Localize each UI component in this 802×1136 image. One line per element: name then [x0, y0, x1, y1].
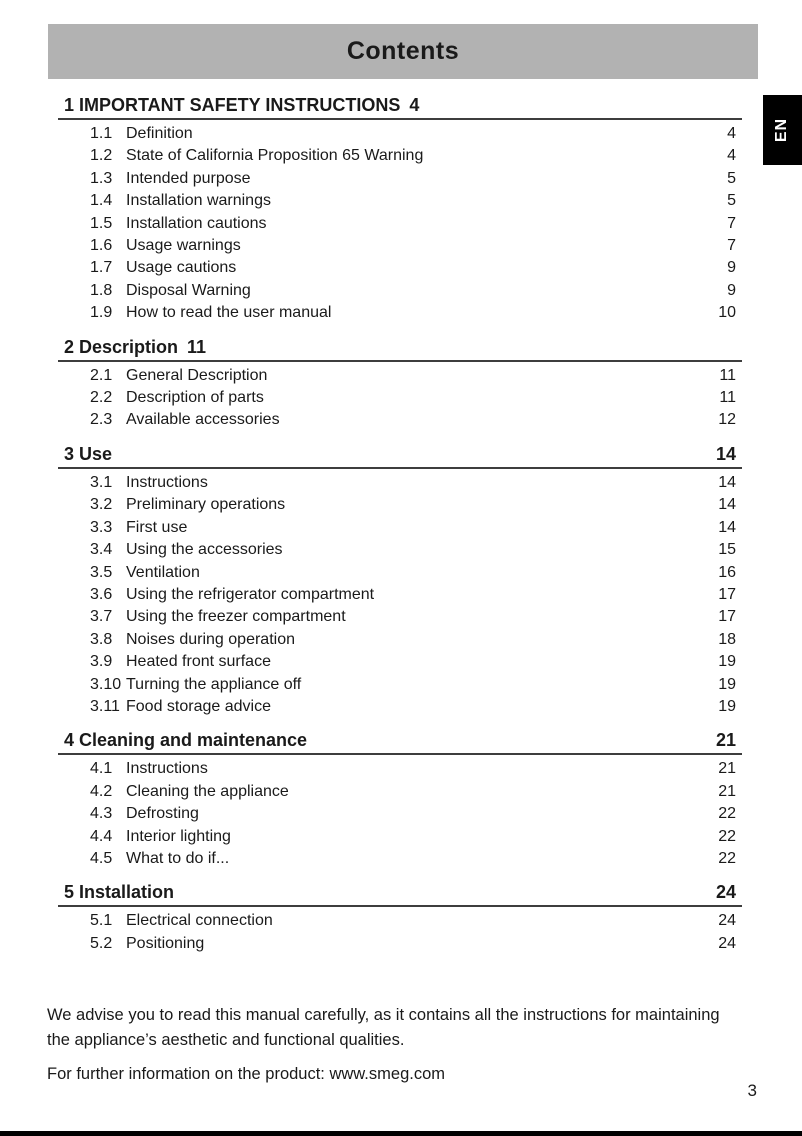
toc-item-title: Electrical connection [126, 912, 273, 930]
toc-item [58, 517, 742, 539]
toc-item-number: 5.1 [90, 912, 113, 930]
toc-item-title: First use [126, 518, 188, 536]
toc-item-title: Available accessories [126, 411, 280, 429]
toc-item-number: 1.3 [90, 169, 113, 187]
toc-item-number: 1.1 [90, 125, 113, 142]
table-of-contents [58, 95, 742, 967]
toc-item-number: 4.1 [90, 760, 113, 778]
toc-item-page: 22 [718, 805, 736, 823]
toc-section [58, 444, 742, 718]
toc-item [58, 387, 742, 409]
toc-item-page: 14 [718, 518, 736, 536]
toc-item-number: 4.3 [90, 805, 113, 823]
toc-item [58, 606, 742, 628]
toc-item-number: 3.2 [90, 496, 113, 514]
toc-section [58, 882, 742, 955]
toc-item-title: Positioning [126, 934, 205, 952]
section-page: 24 [715, 882, 736, 903]
toc-item-number: 3.1 [90, 473, 113, 491]
toc-item [58, 168, 742, 190]
toc-item-page: 19 [718, 697, 736, 715]
toc-item [58, 758, 742, 780]
toc-item-page: 18 [718, 630, 736, 648]
toc-item [58, 539, 742, 561]
section-title: 4 Cleaning and maintenance [64, 730, 308, 751]
toc-item [58, 848, 742, 870]
toc-item-title: What to do if... [126, 849, 230, 867]
section-heading [58, 882, 742, 907]
toc-item-page: 16 [718, 563, 736, 581]
toc-item-number: 3.9 [90, 653, 113, 671]
toc-item-number: 2.1 [90, 366, 113, 384]
toc-item-number: 3.4 [90, 541, 113, 559]
section-page: 21 [715, 730, 736, 751]
toc-item [58, 562, 742, 584]
toc-item-number: 1.8 [90, 281, 113, 299]
toc-item-page: 7 [727, 237, 736, 255]
toc-item [58, 629, 742, 651]
section-items [58, 469, 742, 718]
toc-item [58, 910, 742, 932]
toc-item [58, 365, 742, 387]
toc-item-number: 3.8 [90, 630, 113, 648]
toc-item-page: 4 [727, 125, 736, 142]
toc-item-number: 1.2 [90, 147, 113, 165]
toc-item [58, 696, 742, 718]
toc-item-page: 5 [727, 169, 736, 187]
section-items [58, 755, 742, 870]
toc-item-number: 3.10 [90, 675, 122, 693]
toc-item-page: 22 [718, 849, 736, 867]
toc-item-title: General Description [126, 366, 268, 384]
toc-item-page: 14 [718, 496, 736, 514]
section-heading [58, 337, 742, 362]
footer-paragraph-line: the appliance’s aesthetic and functional qualities. [47, 1031, 405, 1049]
toc-item-number: 1.9 [90, 304, 113, 322]
toc-item-number: 2.3 [90, 411, 113, 429]
toc-item-number: 5.2 [90, 934, 113, 952]
toc-item [58, 781, 742, 803]
toc-section [58, 337, 742, 432]
toc-item-title: Interior lighting [126, 827, 231, 845]
toc-item-title: Noises during operation [126, 630, 295, 648]
toc-item-page: 9 [727, 281, 736, 299]
toc-item-title: Ventilation [126, 563, 200, 581]
toc-section [58, 95, 742, 325]
toc-item-page: 24 [718, 934, 736, 952]
toc-item-title: Turning the appliance off [126, 675, 302, 693]
section-heading [58, 444, 742, 469]
toc-item-page: 19 [718, 675, 736, 693]
toc-item-number: 3.3 [90, 518, 113, 536]
toc-item [58, 302, 742, 324]
toc-item [58, 651, 742, 673]
page-number: 3 [747, 1081, 757, 1100]
toc-item-title: Instructions [126, 760, 208, 778]
toc-item-page: 11 [719, 366, 736, 384]
toc-item-number: 1.7 [90, 259, 113, 277]
toc-item-title: Using the accessories [126, 541, 283, 559]
toc-item [58, 257, 742, 279]
section-items [58, 362, 742, 432]
toc-item-title: Using the refrigerator compartment [126, 585, 375, 603]
toc-item-number: 4.2 [90, 782, 113, 800]
toc-item-number: 4.5 [90, 849, 113, 867]
toc-item-page: 4 [727, 147, 736, 165]
toc-item-title: Usage warnings [126, 237, 241, 255]
toc-item [58, 280, 742, 302]
toc-item-title: Instructions [126, 473, 208, 491]
section-heading [58, 730, 742, 755]
toc-item [58, 494, 742, 516]
page-bottom-rule [0, 1131, 802, 1136]
toc-item-title: How to read the user manual [126, 304, 332, 322]
section-page: 14 [715, 443, 736, 464]
toc-item [58, 145, 742, 167]
toc-item [58, 803, 742, 825]
toc-item-title: Defrosting [126, 805, 199, 823]
toc-item [58, 213, 742, 235]
toc-item-title: State of California Proposition 65 Warning [126, 147, 424, 165]
toc-item-number: 3.7 [90, 608, 113, 626]
toc-item [58, 123, 742, 145]
footer-paragraph-line: We advise you to read this manual carefully, as it contains all the instructions for maintaining [47, 1006, 720, 1024]
section-title: 2 Description [64, 336, 179, 357]
toc-item-page: 11 [719, 389, 736, 407]
toc-item-page: 14 [718, 473, 736, 491]
toc-item-title: Description of parts [126, 389, 264, 407]
toc-item-page: 9 [727, 259, 736, 277]
toc-item-page: 19 [718, 653, 736, 671]
toc-item-page: 22 [718, 827, 736, 845]
toc-item-title: Preliminary operations [126, 496, 286, 514]
toc-item-page: 17 [718, 608, 736, 626]
toc-item-page: 24 [718, 912, 736, 930]
toc-item-number: 1.6 [90, 237, 113, 255]
toc-item-number: 2.2 [90, 389, 113, 407]
section-title: 1 IMPORTANT SAFETY INSTRUCTIONS [64, 95, 401, 115]
toc-item-title: Usage cautions [126, 259, 237, 277]
toc-item-page: 17 [718, 585, 736, 603]
toc-item-page: 5 [727, 192, 736, 210]
section-items [58, 907, 742, 955]
section-page: 4 [409, 95, 420, 115]
toc-item-number: 3.6 [90, 585, 113, 603]
toc-item [58, 472, 742, 494]
toc-item [58, 584, 742, 606]
toc-item-number: 3.5 [90, 563, 113, 581]
toc-item [58, 933, 742, 955]
toc-item-page: 15 [718, 541, 736, 559]
toc-item [58, 190, 742, 212]
toc-item-number: 4.4 [90, 827, 113, 845]
toc-item-page: 12 [718, 411, 736, 429]
toc-item-number: 3.11 [90, 697, 120, 715]
footer-note [47, 1003, 757, 1087]
toc-item-title: Installation cautions [126, 214, 267, 232]
toc-item [58, 674, 742, 696]
toc-item-title: Using the freezer compartment [126, 608, 346, 626]
toc-item-number: 1.5 [90, 214, 113, 232]
language-tab [763, 95, 802, 165]
toc-item-title: Disposal Warning [126, 281, 251, 299]
section-title: 5 Installation [64, 882, 175, 903]
toc-item [58, 826, 742, 848]
toc-item [58, 235, 742, 257]
page-title: Contents [48, 24, 758, 79]
section-items [58, 120, 742, 325]
toc-item-page: 10 [718, 304, 736, 322]
section-heading [58, 95, 742, 120]
toc-item-title: Heated front surface [126, 653, 271, 671]
toc-item-page: 7 [727, 214, 736, 232]
toc-item-title: Intended purpose [126, 169, 251, 187]
toc-section [58, 730, 742, 870]
toc-item-title: Definition [126, 125, 193, 142]
toc-item-title: Cleaning the appliance [126, 782, 289, 800]
section-title: 3 Use [64, 443, 113, 464]
toc-item-page: 21 [718, 760, 736, 778]
toc-item-page: 21 [718, 782, 736, 800]
toc-item-title: Food storage advice [126, 697, 271, 715]
footer-info-line: For further information on the product: www.smeg.com [47, 1065, 445, 1083]
section-page: 11 [187, 336, 207, 357]
toc-item-title: Installation warnings [126, 192, 271, 210]
toc-item-number: 1.4 [90, 192, 113, 210]
language-tab-label: EN [773, 117, 791, 143]
toc-item [58, 409, 742, 431]
